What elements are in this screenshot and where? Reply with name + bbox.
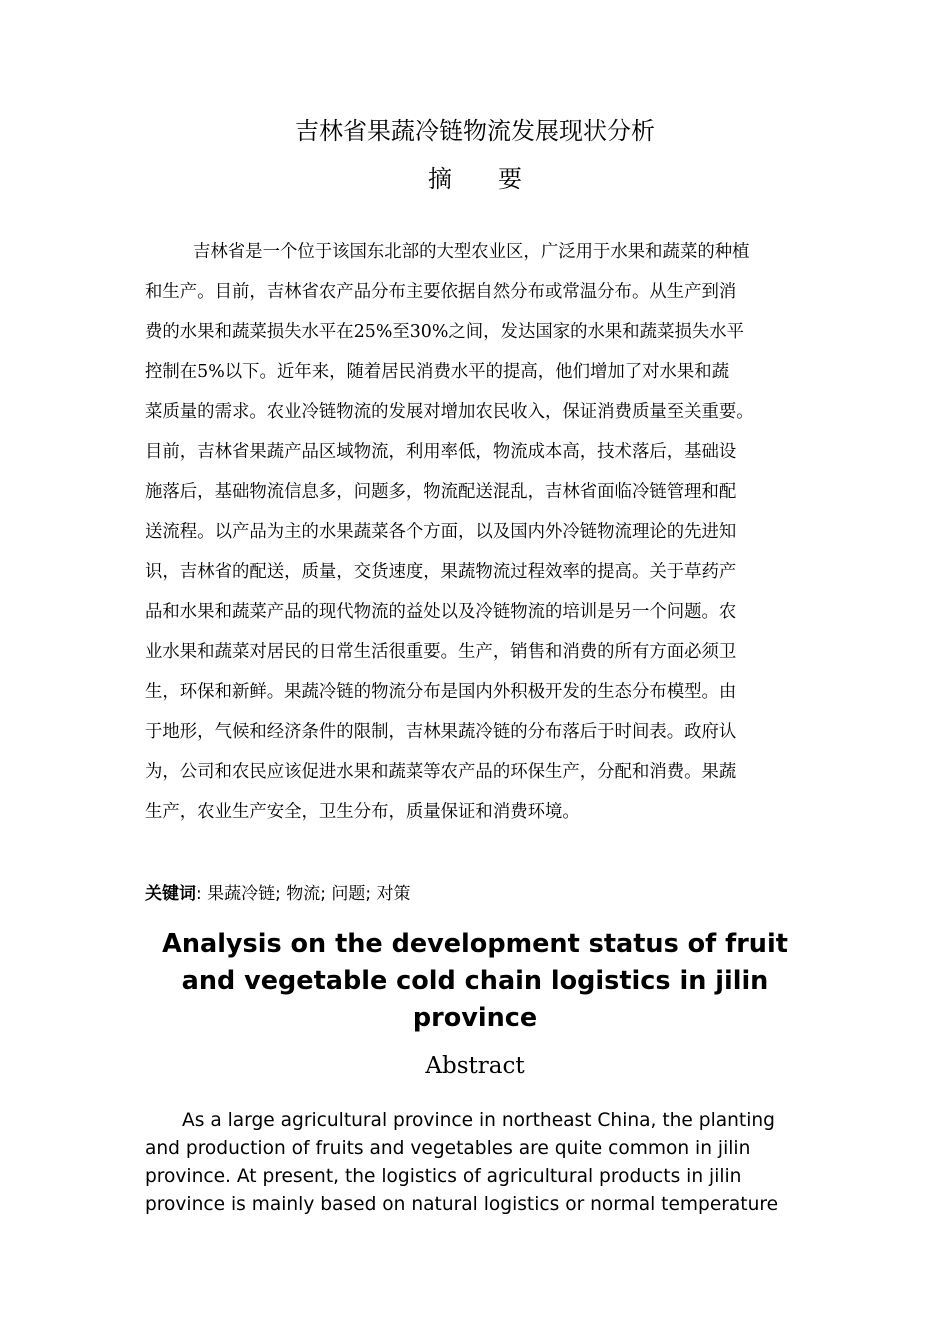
abstract-heading-char: 摘 — [428, 165, 452, 193]
keywords-text: : 果蔬冷链; 物流; 问题; 对策 — [196, 884, 411, 904]
abstract-line: 为，公司和农民应该促进水果和蔬菜等农产品的环保生产，分配和消费。果蔬 — [145, 762, 737, 782]
abstract-line: 业水果和蔬菜对居民的日常生活很重要。生产，销售和消费的所有方面必须卫 — [145, 642, 737, 662]
chinese-abstract-heading — [145, 162, 805, 196]
english-title-line: province — [412, 1003, 538, 1033]
english-abstract-line: province is mainly based on natural logistics or normal temperature — [145, 1194, 779, 1215]
english-abstract-line: As a large agricultural province in northeast China, the planting — [182, 1110, 775, 1131]
abstract-line: 品和水果和蔬菜产品的现代物流的益处以及冷链物流的培训是另一个问题。农 — [145, 602, 737, 622]
keywords-label: 关键词 — [145, 884, 196, 904]
abstract-line: 送流程。以产品为主的水果蔬菜各个方面，以及国内外冷链物流理论的先进知 — [145, 522, 737, 542]
chinese-title: 吉林省果蔬冷链物流发展现状分析 — [295, 117, 655, 145]
english-abstract-heading: Abstract — [425, 1053, 525, 1079]
abstract-line: 于地形，气候和经济条件的限制，吉林果蔬冷链的分布落后于时间表。政府认 — [145, 722, 737, 742]
abstract-line: 生产，农业生产安全，卫生分布，质量保证和消费环境。 — [145, 802, 580, 822]
abstract-line: 费的水果和蔬菜损失水平在25%至30%之间，发达国家的水果和蔬菜损失水平 — [145, 322, 745, 342]
abstract-line: 和生产。目前，吉林省农产品分布主要依据自然分布或常温分布。从生产到消 — [145, 282, 737, 302]
english-title-line: and vegetable cold chain logistics in jilin — [181, 966, 769, 996]
abstract-line: 施落后，基础物流信息多，问题多，物流配送混乱，吉林省面临冷链管理和配 — [145, 482, 737, 502]
abstract-heading-char: 要 — [498, 165, 522, 193]
abstract-line: 吉林省是一个位于该国东北部的大型农业区，广泛用于水果和蔬菜的种植 — [193, 242, 750, 262]
english-abstract-line: province. At present, the logistics of agricultural products in jilin — [145, 1166, 742, 1187]
abstract-line: 生，环保和新鲜。果蔬冷链的物流分布是国内外积极开发的生态分布模型。由 — [145, 682, 737, 702]
keywords-line — [145, 880, 805, 908]
abstract-line: 识，吉林省的配送，质量，交货速度，果蔬物流过程效率的提高。关于草药产 — [145, 562, 737, 582]
english-abstract-body — [145, 1107, 805, 1219]
abstract-line: 菜质量的需求。农业冷链物流的发展对增加农民收入，保证消费质量至关重要。 — [145, 402, 754, 422]
english-title — [125, 926, 825, 1037]
abstract-line: 控制在5%以下。近年来，随着居民消费水平的提高，他们增加了对水果和蔬 — [145, 362, 730, 382]
english-abstract-line: and production of fruits and vegetables are quite common in jilin — [145, 1138, 751, 1159]
abstract-line: 目前，吉林省果蔬产品区域物流，利用率低，物流成本高，技术落后，基础设 — [145, 442, 737, 462]
english-title-line: Analysis on the development status of fruit — [162, 929, 788, 959]
chinese-abstract-body — [145, 232, 807, 832]
